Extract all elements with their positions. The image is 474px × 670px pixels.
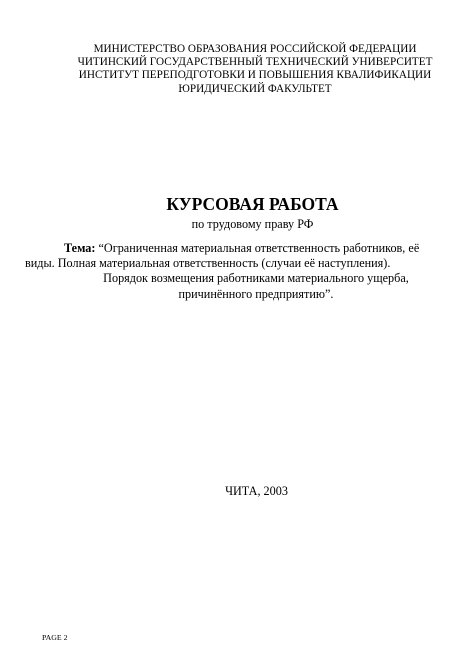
header-institute: ИНСТИТУТ ПЕРЕПОДГОТОВКИ И ПОВЫШЕНИЯ КВАЛИФИКАЦИИ [78, 69, 432, 82]
topic-text-3: Порядок возмещения работниками материального ущерба, [103, 271, 409, 286]
page-number-footer: PAGE 2 [42, 633, 68, 642]
topic-line [38, 241, 474, 256]
institution-header [40, 43, 470, 96]
topic-block [25, 241, 474, 302]
topic-text-1: “Ограниченная материальная ответственность работников, её [95, 241, 420, 255]
header-ministry: МИНИСТЕРСТВО ОБРАЗОВАНИЯ РОССИЙСКОЙ ФЕДЕРАЦИИ [93, 43, 417, 55]
topic-text-2: виды. Полная материальная ответственность (случаи её наступления). [25, 256, 391, 271]
header-university: ЧИТИНСКИЙ ГОСУДАРСТВЕННЫЙ ТЕХНИЧЕСКИЙ УНИВЕРСИТЕТ [77, 56, 433, 69]
document-subtitle: по трудовому праву РФ [191, 217, 314, 231]
topic-text-4: причинённого предприятию”. [178, 286, 334, 301]
header-faculty: ЮРИДИЧЕСКИЙ ФАКУЛЬТЕТ [178, 82, 332, 95]
city-year: ЧИТА, 2003 [225, 484, 288, 498]
document-title: КУРСОВАЯ РАБОТА [166, 194, 339, 214]
topic-label: Тема: [64, 241, 96, 255]
